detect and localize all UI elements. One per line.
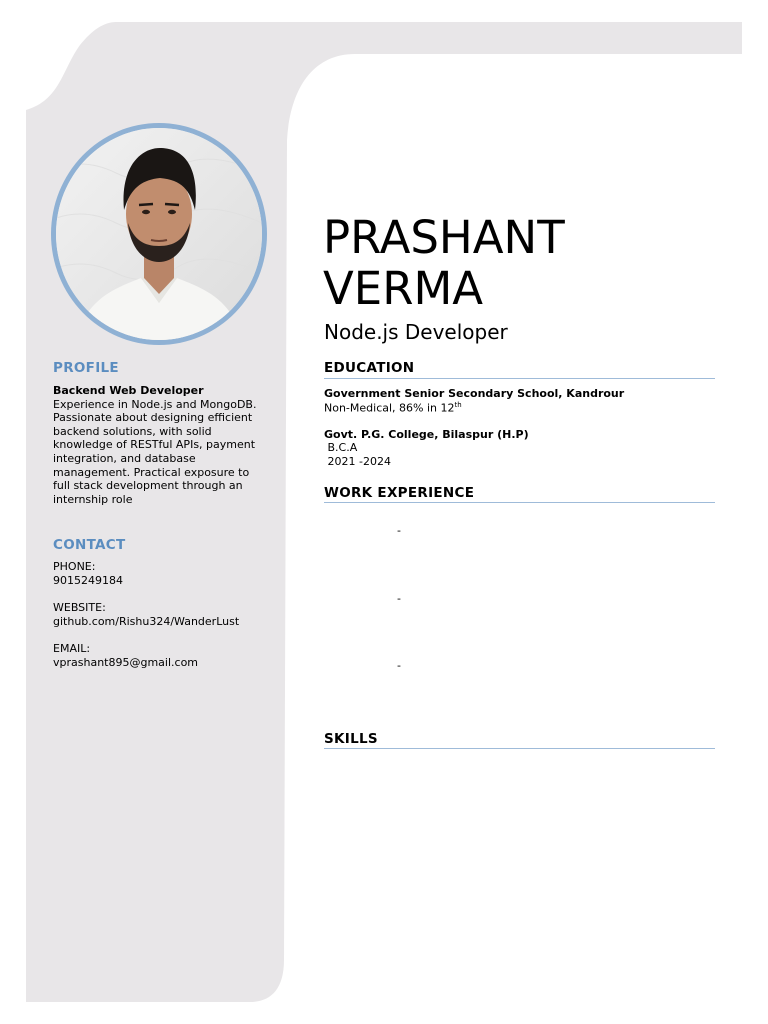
contact-email <box>53 642 198 669</box>
profile-line: backend solutions, with solid <box>53 424 212 438</box>
website-label: WEBSITE: <box>53 601 106 614</box>
education-detail-1 <box>324 401 462 415</box>
phone-label: PHONE: <box>53 560 96 573</box>
work-entry-3: - <box>397 659 401 672</box>
education-heading: EDUCATION <box>324 360 415 376</box>
contact-website <box>53 601 239 628</box>
profile-line: full stack development through an <box>53 479 243 493</box>
job-title: Node.js Developer <box>324 320 508 344</box>
education-school-2: Govt. P.G. College, Bilaspur (H.P) <box>324 428 529 441</box>
education-years-2: 2021 -2024 <box>324 455 391 468</box>
education-detail-text: Non-Medical, 86% in 12 <box>324 401 455 415</box>
phone-value[interactable]: 9015249184 <box>53 573 123 587</box>
education-divider <box>324 378 715 379</box>
first-name: PRASHANT <box>323 211 565 264</box>
website-link[interactable]: github.com/Rishu324/WanderLust <box>53 614 240 628</box>
profile-subtitle: Backend Web Developer <box>53 384 204 397</box>
skills-heading: SKILLS <box>324 731 378 747</box>
email-label: EMAIL: <box>53 642 91 655</box>
education-school-1: Government Senior Secondary School, Kandrour <box>324 387 625 400</box>
work-experience-heading: WORK EXPERIENCE <box>324 485 475 501</box>
profile-line: knowledge of RESTful APIs, payment <box>53 438 256 452</box>
profile-line: Experience in Node.js and MongoDB. <box>53 397 257 411</box>
skills-divider <box>324 748 715 749</box>
candidate-name <box>323 212 565 314</box>
profile-text <box>53 384 256 506</box>
email-link[interactable]: vprashant895@gmail.com <box>53 655 199 669</box>
contact-heading: CONTACT <box>53 537 126 553</box>
education-detail-sup: th <box>454 401 462 409</box>
work-entry-2: - <box>397 592 401 605</box>
profile-line: internship role <box>53 492 133 506</box>
profile-line: integration, and database <box>53 451 196 465</box>
profile-photo-ring <box>51 123 267 345</box>
profile-line: management. Practical exposure to <box>53 465 250 479</box>
profile-heading: PROFILE <box>53 360 119 376</box>
work-experience-divider <box>324 502 715 503</box>
profile-photo <box>56 128 262 340</box>
profile-line: Passionate about designing efficient <box>53 411 253 425</box>
last-name: VERMA <box>323 262 484 315</box>
work-entry-1: - <box>397 524 401 537</box>
contact-phone <box>53 560 123 587</box>
education-degree-2: B.C.A <box>324 441 358 454</box>
